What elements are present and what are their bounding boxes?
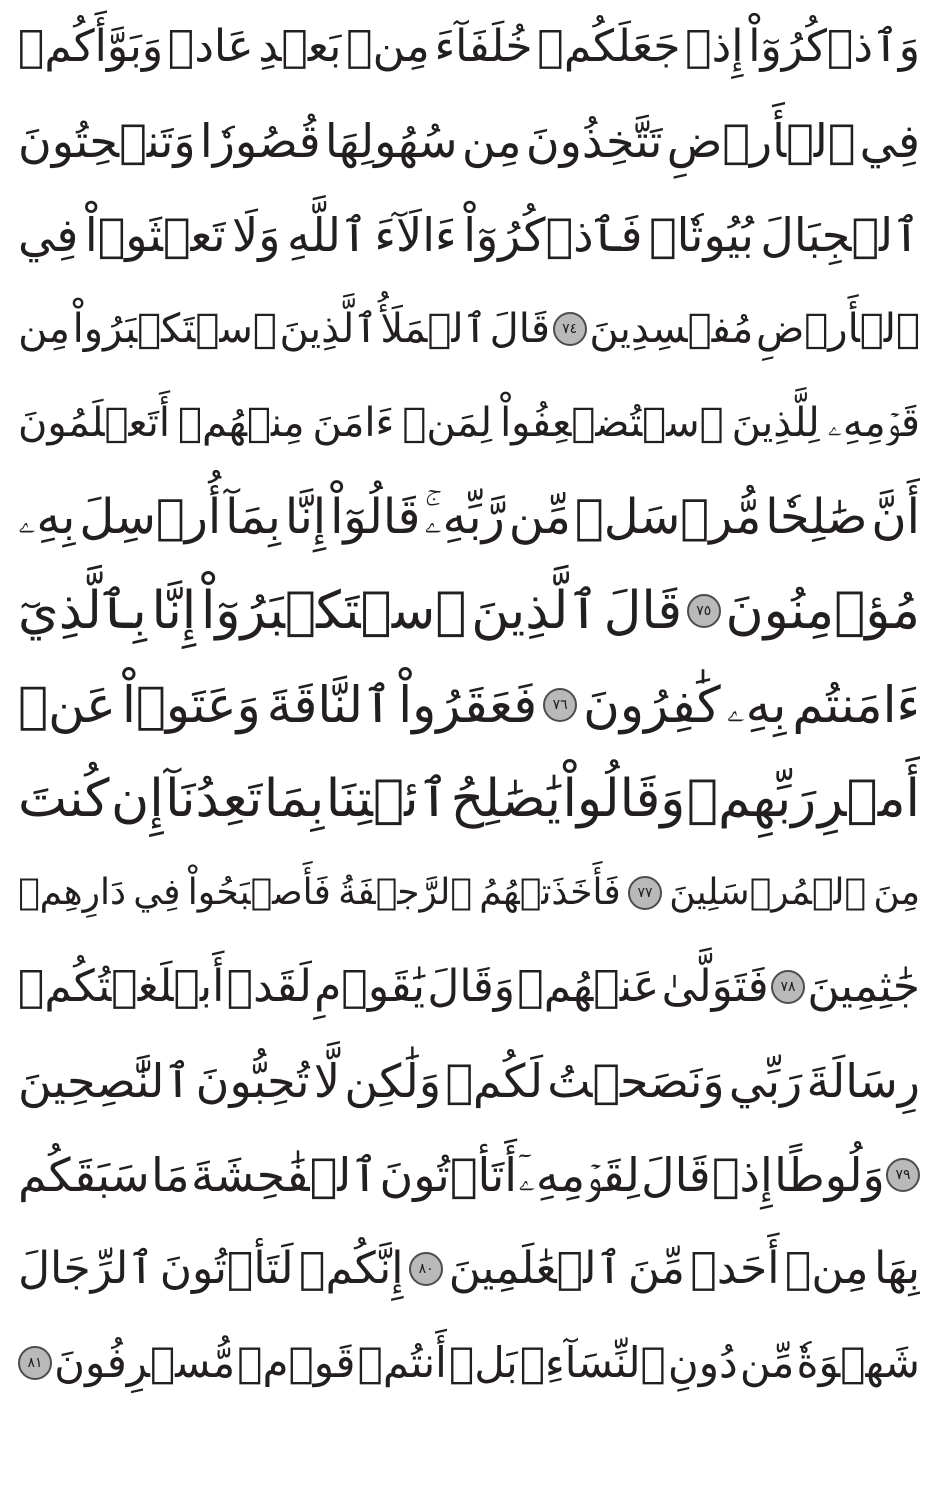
word: تَعۡثَوۡاْ <box>84 208 226 262</box>
word: ٱلۡفَٰحِشَةَ <box>190 1148 379 1202</box>
word: مِن <box>461 114 522 168</box>
word: سُهُولِهَا <box>324 114 458 168</box>
verse-line <box>18 94 920 188</box>
word: مِنۢ <box>346 21 430 72</box>
word: ءَالَآءَ <box>374 208 457 262</box>
word: فَٱذۡكُرُوٓاْ <box>463 208 643 262</box>
word: ءَامَنَ <box>312 400 395 446</box>
word: ٱلۡأَرۡضِ <box>755 306 920 352</box>
verse-line <box>18 376 920 470</box>
verse-line <box>18 752 920 846</box>
ayah-number-marker: ٧٩ <box>886 1158 920 1192</box>
word: ٱلۡمَلَأُ <box>380 306 487 352</box>
word: وَقَالَ <box>427 961 516 1012</box>
word: قَالَ <box>641 1148 711 1202</box>
word: تَتَّخِذُونَ <box>525 114 663 168</box>
word: لِقَوۡمِهِۦٓ <box>518 1148 640 1202</box>
word: ٱلَّذِينَ <box>471 581 599 641</box>
word: عَنۡ <box>18 676 116 734</box>
word: يَٰقَوۡمِ <box>314 961 426 1012</box>
word: أَتَأۡتُونَ <box>379 1148 518 1202</box>
word: لِلَّذِينَ <box>731 400 820 446</box>
word: شَهۡوَةٗ <box>796 1338 920 1387</box>
word: إِذۡ <box>711 1148 773 1202</box>
word: قَوۡمِهِۦ <box>827 400 920 446</box>
word: مُّسۡرِفُونَ <box>54 1338 236 1387</box>
verse-line <box>18 0 920 94</box>
verse-line <box>18 658 920 752</box>
word: فَأَخَذَتۡهُمُ <box>479 872 621 913</box>
word: بِهِۦ <box>726 676 787 734</box>
word: أَتَعۡلَمُونَ <box>18 400 170 446</box>
word: بِهَا <box>874 1243 920 1294</box>
word: بُيُوتٗاۖ <box>649 208 754 262</box>
word: وَتَنۡحِتُونَ <box>18 114 196 168</box>
word: ٱسۡتُضۡعِفُواْ <box>500 400 724 446</box>
ayah-number-marker: ٧٦ <box>543 688 577 722</box>
verse-line <box>18 846 920 940</box>
verse-line <box>18 1034 920 1128</box>
verse-line <box>18 1316 920 1410</box>
word: لَّا <box>313 1054 341 1108</box>
word: فَعَقَرُواْ <box>398 676 538 734</box>
word: بَعۡدِ <box>258 21 342 72</box>
word: إِن <box>111 769 164 829</box>
word: أُرۡسِلَ <box>79 489 222 545</box>
word: خُلَفَآءَ <box>434 21 533 72</box>
word: وَٱذۡكُرُوٓاْ <box>748 21 920 72</box>
verse-line <box>18 1222 920 1316</box>
word: وَقَالُواْ <box>562 769 686 829</box>
word: وَلُوطًا <box>774 1148 885 1202</box>
word: إِذۡ <box>685 21 744 72</box>
word: بِمَا <box>263 769 325 829</box>
word: سَبَقَكُم <box>18 1148 150 1202</box>
ayah-number-marker: ٨٠ <box>409 1252 443 1286</box>
word: ٱلۡجِبَالَ <box>760 208 920 262</box>
word: ءَامَنتُم <box>792 676 920 734</box>
word: مَا <box>151 1148 190 1202</box>
word: أَنتُمۡ <box>357 1338 447 1387</box>
word: ٱلۡمُرۡسَلِينَ <box>669 872 867 913</box>
word: وَعَتَوۡاْ <box>121 676 261 734</box>
word: قَالَ <box>603 581 683 641</box>
verse-line <box>18 470 920 564</box>
word: فَأَصۡبَحُواْ <box>187 872 331 913</box>
word: ٱللَّهِ <box>287 208 368 262</box>
word: فِي <box>859 114 920 168</box>
word: تَعِدُنَآ <box>165 769 263 829</box>
word: ٱئۡتِنَا <box>325 769 450 829</box>
word: عَنۡهُمۡ <box>517 961 660 1012</box>
word: بِٱلَّذِيٓ <box>18 581 147 641</box>
word: بِمَآ <box>225 489 281 545</box>
word: رَبِّهِمۡ <box>686 769 817 829</box>
word: وَبَوَّأَكُمۡ <box>18 21 164 72</box>
word: أَبۡلَغۡتُكُمۡ <box>18 961 225 1012</box>
word: مِن <box>18 306 70 352</box>
word: ٱسۡتَكۡبَرُوٓاْ <box>200 581 467 641</box>
verse-line <box>18 940 920 1034</box>
word: قَوۡمٞ <box>237 1338 356 1387</box>
word: لَكُمۡ <box>445 1054 543 1108</box>
word: رَبِّي <box>728 1054 803 1108</box>
word: ٱلنَّٰصِحِينَ <box>18 1054 192 1108</box>
word: ٱلرَّجۡفَةُ <box>338 872 472 913</box>
word: جَٰثِمِينَ <box>807 961 920 1012</box>
word: وَلَٰكِن <box>344 1054 442 1108</box>
word: ٱلرِّجَالَ <box>18 1243 155 1294</box>
verse-line <box>18 282 920 376</box>
verse-line <box>18 188 920 282</box>
word: ٱلۡأَرۡضِ <box>666 114 856 168</box>
word: صَٰلِحٗا <box>765 489 868 545</box>
word: إِنَّا <box>284 489 327 545</box>
word: إِنَّا <box>151 581 197 641</box>
verse-line <box>18 564 920 658</box>
word: مُّرۡسَلٞ <box>574 489 762 545</box>
word: عَادٖ <box>167 21 254 72</box>
word: وَنَصَحۡتُ <box>547 1054 725 1108</box>
word: كُنتَ <box>18 769 110 829</box>
word: فَتَوَلَّىٰ <box>661 961 769 1012</box>
verse-line <box>18 1128 920 1222</box>
word: أَنَّ <box>871 489 920 545</box>
word: رَّبِّهِۦۚ <box>424 489 505 545</box>
word: مِنۡهُمۡ <box>177 400 305 446</box>
word: مِّن <box>739 1338 795 1387</box>
word: قُصُورٗا <box>199 114 321 168</box>
word: مِّنَ <box>627 1243 685 1294</box>
word: ٱلنَّاقَةَ <box>266 676 393 734</box>
word: مِنۡ <box>785 1243 869 1294</box>
word: ٱسۡتَكۡبَرُواْ <box>72 306 277 352</box>
word: دَارِهِمۡ <box>18 872 127 913</box>
ayah-number-marker: ٨١ <box>18 1346 52 1380</box>
word: رِسَالَةَ <box>806 1054 920 1108</box>
word: وَلَا <box>232 208 281 262</box>
word: ٱلۡعَٰلَمِينَ <box>448 1243 623 1294</box>
ayah-number-marker: ٧٥ <box>687 594 721 628</box>
word: مُفۡسِدِينَ <box>589 306 754 352</box>
word: لَتَأۡتُونَ <box>159 1243 294 1294</box>
word: ٱلَّذِينَ <box>279 306 378 352</box>
ayah-number-marker: ٧٧ <box>628 876 662 910</box>
ayah-number-marker: ٧٤ <box>553 312 587 346</box>
word: قَالَ <box>489 306 551 352</box>
word: مِّن <box>508 489 571 545</box>
word: أَحَدٖ <box>690 1243 780 1294</box>
word: بَلۡ <box>448 1338 518 1387</box>
word: يَٰصَٰلِحُ <box>450 769 561 829</box>
word: إِنَّكُمۡ <box>299 1243 404 1294</box>
word: لَقَدۡ <box>226 961 312 1012</box>
word: مِنَ <box>873 872 920 913</box>
word: لِمَنۡ <box>402 400 493 446</box>
word: ٱلنِّسَآءِۚ <box>519 1338 666 1387</box>
word: جَعَلَكُمۡ <box>537 21 681 72</box>
word: تُحِبُّونَ <box>195 1054 310 1108</box>
word: قَالُوٓاْ <box>330 489 421 545</box>
word: بِهِۦ <box>18 489 76 545</box>
word: دُونِ <box>667 1338 738 1387</box>
word: مُؤۡمِنُونَ <box>725 581 920 641</box>
word: كَٰفِرُونَ <box>583 676 721 734</box>
ayah-number-marker: ٧٨ <box>771 970 805 1004</box>
word: أَمۡرِ <box>817 769 920 829</box>
word: فِي <box>18 208 79 262</box>
word: فِي <box>133 872 181 913</box>
